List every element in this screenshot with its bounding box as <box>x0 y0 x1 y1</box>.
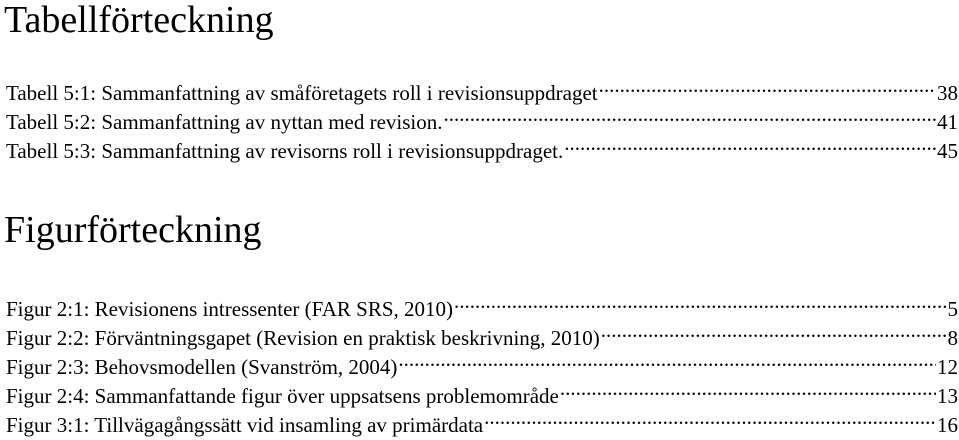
table-list <box>6 71 958 163</box>
dot-leader <box>484 403 936 432</box>
dot-leader <box>454 287 946 316</box>
dot-leader <box>398 345 936 374</box>
toc-entry-page: 41 <box>937 110 958 134</box>
toc-entry-title: Figur 2:4: Sammanfattande figur över uppsatsens problemområde <box>6 384 559 408</box>
toc-entry-page: 8 <box>947 326 958 350</box>
toc-entry-title: Figur 2:1: Revisionens intressenter (FAR SRS, 2010) <box>6 297 454 321</box>
toc-entry[interactable] <box>6 287 958 321</box>
figure-list-heading: Figurförteckning <box>4 209 262 251</box>
toc-entry[interactable] <box>6 71 958 105</box>
toc-entry-title: Figur 2:3: Behovsmodellen (Svanström, 2004) <box>6 355 398 379</box>
dot-leader <box>599 71 936 100</box>
dot-leader <box>601 316 947 345</box>
toc-entry-page: 16 <box>937 413 958 437</box>
toc-entry-page: 5 <box>947 297 958 321</box>
toc-entry-page: 12 <box>937 355 958 379</box>
dot-leader <box>564 129 936 158</box>
table-list-heading: Tabellförteckning <box>4 0 274 41</box>
toc-entry-title: Tabell 5:2: Sammanfattning av nyttan med revision. <box>6 110 443 134</box>
toc-entry-title: Figur 2:2: Förväntningsgapet (Revision en praktisk beskrivning, 2010) <box>6 326 600 350</box>
toc-entry-page: 45 <box>937 139 958 163</box>
toc-entry-title: Tabell 5:1: Sammanfattning av småföretagets roll i revisionsuppdraget <box>6 81 598 105</box>
toc-entry-title: Tabell 5:3: Sammanfattning av revisorns roll i revisionsuppdraget. <box>6 139 564 163</box>
dot-leader <box>444 100 936 129</box>
toc-entry-page: 38 <box>937 81 958 105</box>
dot-leader <box>560 374 936 403</box>
toc-entry-title: Figur 3:1: Tillvägagångssätt vid insamling av primärdata <box>6 413 484 437</box>
figure-list <box>6 287 958 437</box>
toc-entry-page: 13 <box>937 384 958 408</box>
